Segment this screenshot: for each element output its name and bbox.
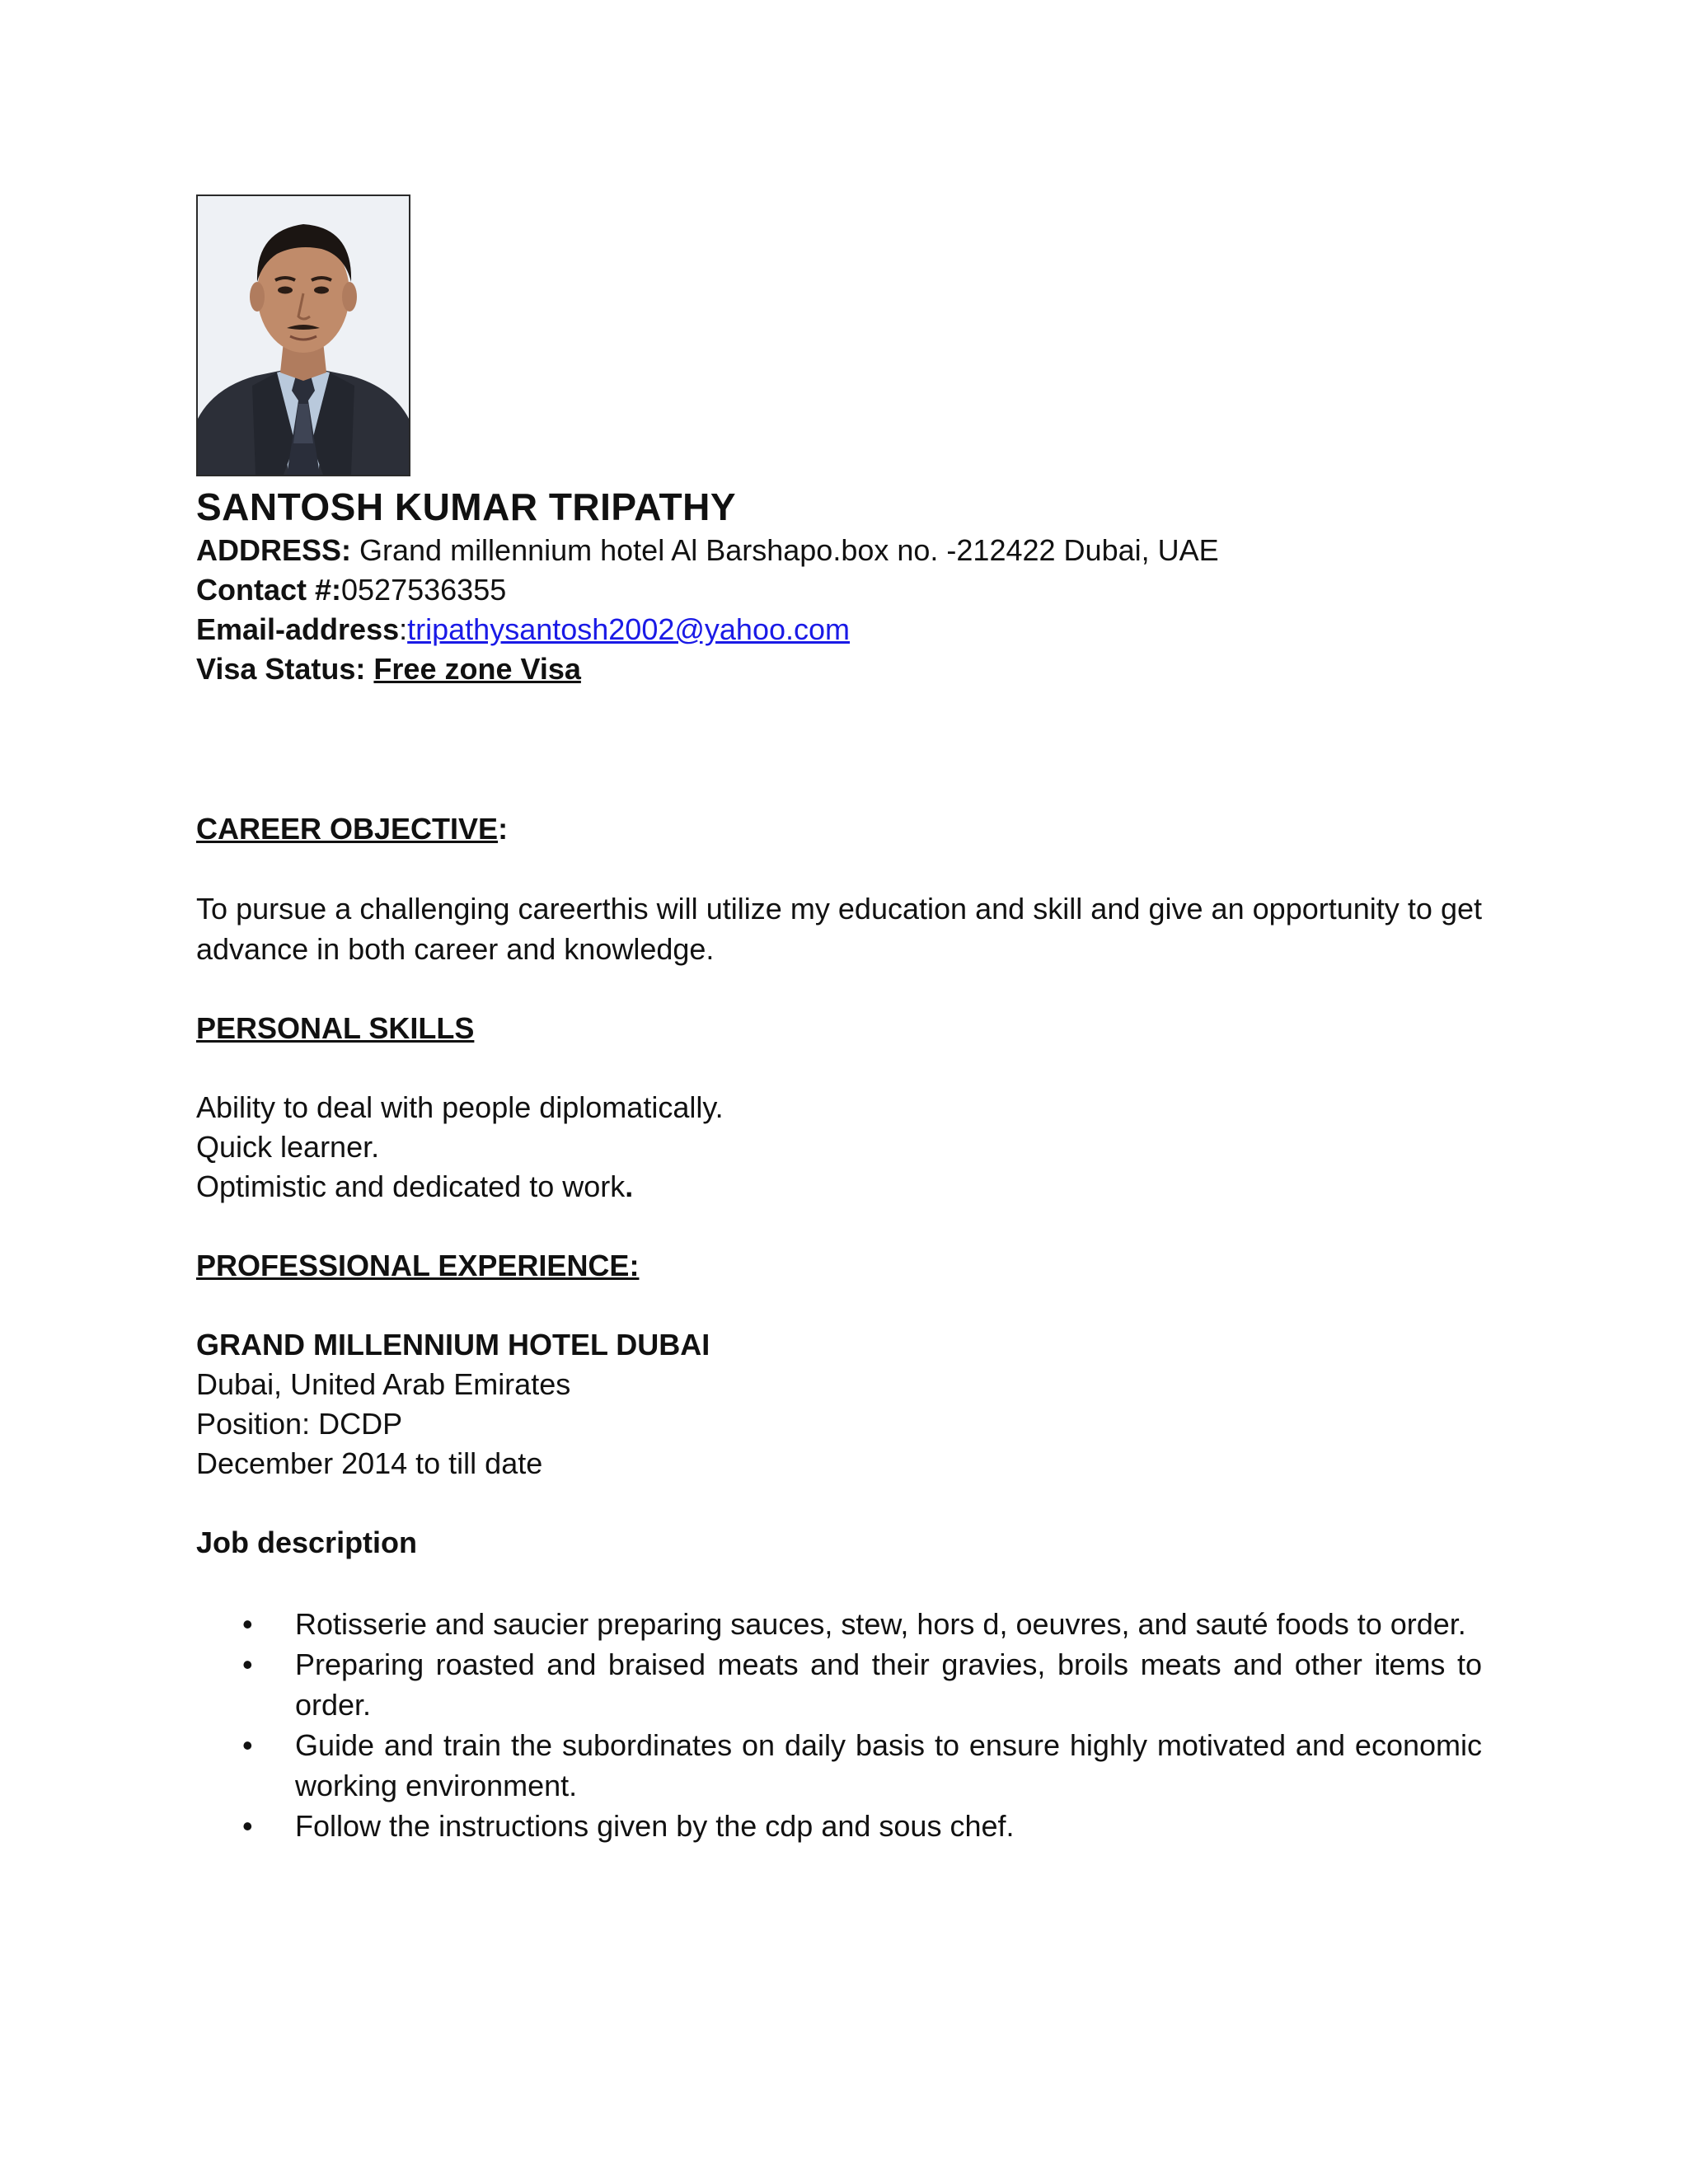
profile-photo xyxy=(196,194,410,476)
email-label: Email-address xyxy=(196,612,400,646)
list-item-text: Rotisserie and saucier preparing sauces, stew, hors d, oeuvres, and sauté foods to order. xyxy=(295,1607,1466,1641)
spacer xyxy=(196,1563,1482,1604)
bullet-icon: • xyxy=(242,1809,253,1843)
address-label: ADDRESS: xyxy=(196,533,352,567)
spacer xyxy=(196,689,1482,809)
skill-item: Quick learner. xyxy=(196,1130,380,1164)
spacer xyxy=(196,1048,1482,1088)
list-item xyxy=(196,1604,1482,1644)
email-link[interactable]: tripathysantosh2002@yahoo.com xyxy=(407,612,851,646)
skill-item-text: Optimistic and dedicated to work xyxy=(196,1169,626,1203)
career-heading: CAREER OBJECTIVE xyxy=(196,812,499,846)
list-item xyxy=(196,1806,1482,1846)
job-position: Position: DCDP xyxy=(196,1407,403,1441)
spacer xyxy=(196,1483,1482,1523)
address-value: Grand millennium hotel Al Barshapo.box no. -212422 Dubai, UAE xyxy=(351,533,1219,567)
address-line xyxy=(196,531,1482,570)
skill-item xyxy=(196,1167,1482,1207)
bullet-icon: • xyxy=(242,1607,253,1641)
spacer xyxy=(196,1286,1482,1325)
job-period: December 2014 to till date xyxy=(196,1446,543,1480)
bullet-icon: • xyxy=(242,1728,253,1762)
spacer xyxy=(196,1207,1482,1246)
list-item xyxy=(196,1725,1482,1806)
contact-value: 0527536355 xyxy=(341,573,507,607)
company-location: Dubai, United Arab Emirates xyxy=(196,1367,571,1401)
contact-line xyxy=(196,570,1482,610)
bullet-icon: • xyxy=(242,1647,253,1681)
resume-page xyxy=(196,194,1482,1846)
job-description-heading: Job description xyxy=(196,1526,418,1559)
list-item-text: Follow the instructions given by the cdp and sous chef. xyxy=(295,1809,1015,1843)
candidate-name: SANTOSH KUMAR TRIPATHY xyxy=(196,485,736,528)
list-item-text: Preparing roasted and braised meats and their gravies, broils meats and other items to order. xyxy=(295,1647,1482,1722)
list-item xyxy=(196,1644,1482,1725)
career-objective-text: To pursue a challenging careerthis will utilize my education and skill and give an opportunity to get advance in both career and knowledge. xyxy=(196,892,1482,966)
job-description-list xyxy=(196,1604,1482,1846)
visa-label: Visa Status: xyxy=(196,652,374,686)
career-heading-colon: : xyxy=(498,812,509,846)
email-line xyxy=(196,610,1482,649)
spacer xyxy=(196,849,1482,888)
visa-value: Free zone Visa xyxy=(373,652,581,686)
career-heading-line xyxy=(196,809,1482,849)
skills-heading: PERSONAL SKILLS xyxy=(196,1011,475,1045)
spacer xyxy=(196,969,1482,1009)
email-separator: : xyxy=(399,612,408,646)
skill-item: Ability to deal with people diplomatically. xyxy=(196,1090,724,1124)
portrait-image xyxy=(198,196,409,475)
experience-heading: PROFESSIONAL EXPERIENCE: xyxy=(196,1249,640,1282)
skill-item-period: . xyxy=(625,1169,634,1203)
company-name: GRAND MILLENNIUM HOTEL DUBAI xyxy=(196,1328,710,1361)
contact-label: Contact #: xyxy=(196,573,342,607)
visa-line xyxy=(196,649,1482,689)
list-item-text: Guide and train the subordinates on daily basis to ensure highly motivated and economic working environment. xyxy=(295,1728,1482,1802)
